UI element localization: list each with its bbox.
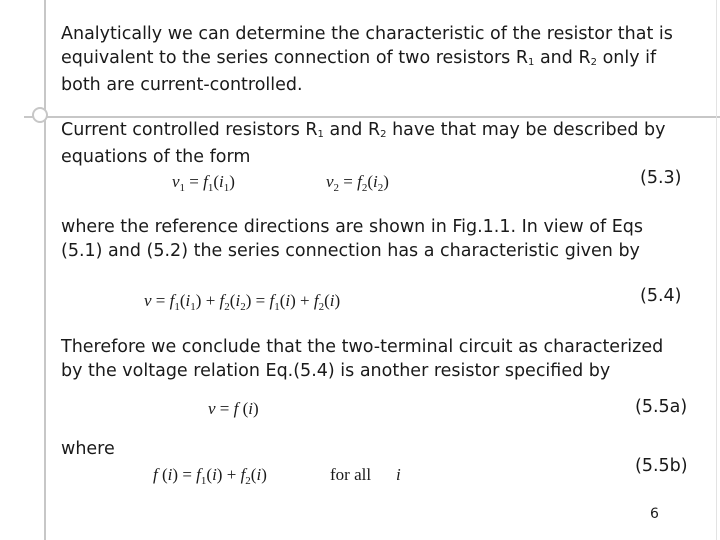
equation-number-5-5b: (5.5b) [635,456,688,476]
page-number: 6 [650,506,659,522]
equation-5-4: $v = f_1(i_1) + f_2(i_2) = f_1(i) + f_2(i)$ [144,291,341,313]
conclusion-paragraph: Therefore we conclude that the two-terminal circuit as characterized by the voltage relation Eq.(5.4) is another resistor specified by [61,337,664,381]
frame-right-line [716,0,717,540]
for-all-variable: i [396,465,401,484]
equation-number-5-4: (5.4) [640,286,682,306]
resistor-r2: $R_2$ [367,120,387,140]
equation-number-5-5a: (5.5a) [635,397,688,417]
current-controlled-paragraph: Current controlled resistors $R_1$ and $R_2$ have that may be described by equations of the form [61,120,666,167]
resistor-r2: $R_2$ [578,48,597,68]
equation-5-3-v1: $v_1 = f_1(i_1)$ [172,172,235,194]
resistor-r1: $R_1$ [515,48,535,68]
frame-vertical-line [44,0,46,540]
for-all-text: for all [330,465,372,484]
where-label: where [61,439,115,459]
equation-5-5a: v = f (i) [208,399,259,418]
reference-paragraph: where the reference directions are shown in Fig.1.1. In view of Eqs (5.1) and (5.2) the series connection has a characteristic given by [61,217,644,261]
equation-number-5-3: (5.3) [640,168,682,188]
equation-5-5b: f $(i) = f_1(i) + f_2(i)$ [153,465,267,487]
intro-paragraph: Analytically we can determine the characteristic of the resistor that is equivalent to the series connection of two resistors $R_1$ and $R_2$ only if both are current-controlled. [61,24,673,95]
equation-5-3-v2: $v_2 = f_2(i_2)$ [326,172,389,194]
frame-circle-ornament [32,107,48,123]
resistor-r1: $R_1$ [305,120,324,140]
